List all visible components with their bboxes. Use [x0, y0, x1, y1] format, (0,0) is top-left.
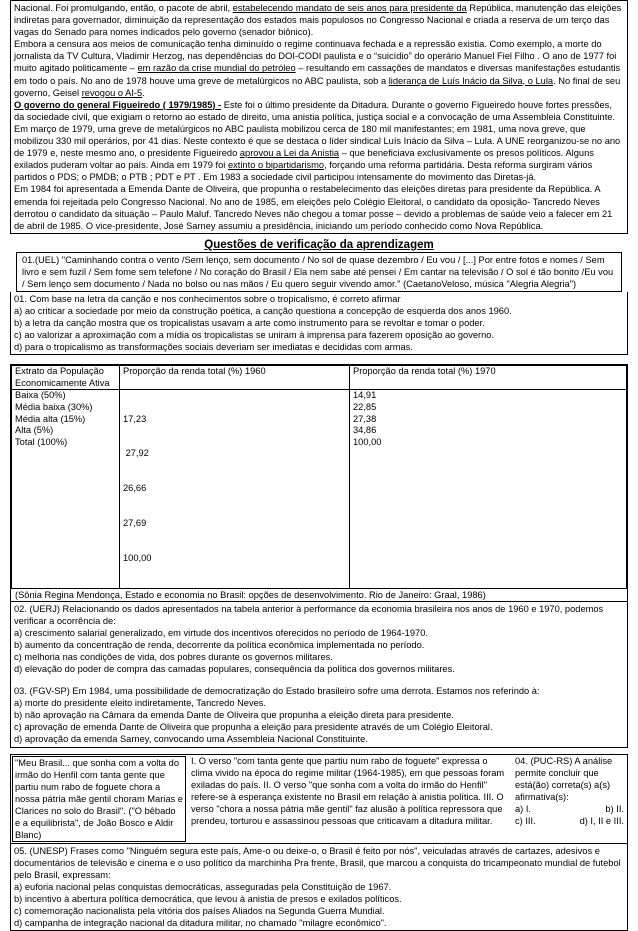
intro-paragraph-4: Em 1984 foi apresentada a Emenda Dante de Oliveira, que propunha o restabelecimento das eleições diretas para presidente da República. A emenda foi rejeitada pelo Congresso Nacional. No ano de 1985, em eleições pelo Colégio Eleitoral, o candidato da oposição- Tancredo Neves derrotou o candidato da situação – Paulo Maluf. Tancredo Neves não chegou a tomar posse – devido a problemas de saúde veio a falecer em 21 de abril de 1985. O vice-presidente, José Sarney assumiu a presidência, iniciando um período conhecido como Nova República. [14, 184, 613, 231]
table-cell-text: 27,69 [123, 517, 147, 528]
text-run: Nacional. Foi promulgando, então, o pacote de abril, [14, 3, 233, 13]
question-4 [10, 754, 628, 844]
question-3-option-c[interactable]: c) aprovação de emenda Dante de Oliveira que propunha a eleição para presidente através de um Colégio Eleitoral. [14, 722, 493, 733]
intro-paragraph-2 [14, 38, 624, 98]
intro-paragraph-3 [14, 99, 624, 184]
underlined-text: aprovou a Lei da Anistia [239, 148, 340, 159]
table-cell-text: 34,86 [353, 425, 377, 436]
table-header-row [12, 366, 627, 390]
question-4-option-b[interactable]: b) II. [605, 803, 624, 814]
spacer [14, 675, 624, 685]
table-cell-text: 14,91 [353, 390, 377, 401]
question-3-stem: 03. (FGV-SP) Em 1984, uma possibilidade de democratização do Estado brasileiro sofre uma derrota. Estamos nos referindo à: [14, 686, 540, 697]
underlined-text: revogou o AI-5 [81, 87, 143, 98]
table-cell-text: Alta (5%) [15, 425, 54, 436]
question-5 [10, 844, 628, 931]
section-title: O governo do general Figueiredo ( 1979/1985) - [14, 99, 222, 110]
question-4-option-d[interactable]: d) I, II e III. [579, 815, 624, 826]
question-5-option-c[interactable]: c) comemoração nacionalista pela vitória dos países Aliados na Segunda Guerra Mundial. [14, 906, 385, 917]
text-run: , forçando uma reforma partidária. Desta reforma surgiram vários partidos o PDS; o PMDB; o PTB ; PDT e PT . Em 1983 a sociedade civil participou intensamente do movimento das Diretas-já. [14, 160, 593, 183]
question-1 [10, 292, 628, 355]
table-header-cell: Proporção da renda total (%) 1970 [350, 366, 627, 390]
question-1-option-d[interactable]: d) para o tropicalismo as transformações sociais deveriam ser imediatas e decididas com armas. [14, 342, 413, 353]
question-3-option-b[interactable]: b) não aprovação na Câmara da emenda Dante de Oliveira que propunha a eleição direta para presidente. [14, 710, 454, 721]
table-source: (Sônia Regina Mendonça, Estado e economia no Brasil: opções de desenvolvimento. Rio de Janeiro: Graal, 1986) [11, 588, 627, 601]
table-cell-text: 22,85 [353, 402, 377, 413]
table-cell-text: Média alta (15%) [15, 413, 86, 424]
question-2 [10, 602, 628, 748]
question-2-option-a[interactable]: a) crescimento salarial generalizado, em virtude dos incentivos oferecidos no período de 1964-1970. [14, 627, 428, 638]
table-cell-text: Média baixa (30%) [15, 402, 93, 413]
table-cell-text: 27,38 [353, 413, 377, 424]
table-cell-text: 27,92 [123, 448, 149, 459]
table-cell-text: Baixa (50%) [15, 390, 66, 401]
question-5-option-b[interactable]: b) incentivo à abertura política democrática, que levou à anistia de presos e exilados políticos. [14, 893, 402, 904]
question-5-stem: 05. (UNESP) Frases como "Ninguém segura este país, Ame-o ou deixe-o, o Brasil é feito por nós", veiculadas através de cartazes, adesivos e documentários de televisão e cinema e o uso político da marchinha Pra frente, Brasil, que marcou a conquista do tricampeonato mundial de futebol pelo Brasil, expressam: [14, 845, 621, 880]
question-4-option-c[interactable]: c) III. [515, 815, 536, 826]
underlined-text: em razão da crise mundial do petróleo [137, 63, 296, 74]
table-cell [12, 390, 120, 588]
question-2-option-d[interactable]: d) elevação do poder de compra das camadas populares, consequência da política dos governos militares. [14, 664, 455, 674]
table-row [12, 390, 627, 588]
question-5-option-a[interactable]: a) euforia nacional pelas conquistas democráticas, asseguradas pela Constituição de 1967. [14, 881, 392, 892]
text-run: Este foi o último presidente da Ditadura. Durante o governo Figueiredo houve fortes pressões, da sociedade civil, que exigiam o retorno ao estado de direito, uma anistia política, justiça social e a convocação de uma Assembleia Constituinte. Em março de 1979, uma greve de metalúrgicos no ABC paulista mobilizou cerca de 180 mil manifestantes; em 1981, uma nova greve, que mobilizou 330 mil operários, por 41 dias. Neste contexto é que se destaca o líder sindical Luís Inácio da Silva – Lula. A UNE reorganizou-se no ano de 1979 e, neste mesmo ano, o presidente Figueiredo [14, 99, 621, 159]
options-row [515, 815, 624, 827]
question-4-stem: 04. (PUC-RS) A análise permite concluir que está(ão) correta(s) a(s) afirmativa(s): [515, 755, 613, 802]
intro-paragraph-1 [14, 2, 624, 38]
text-run: Embora a censura aos meios de comunicação tenha diminuído o regime continuava fechada e a repressão existia. Como exemplo, a morte do jornalista da TV Cultura, Vladimir Herzog, nas dependências do DOI-CODI paulista e o “suicídio” do operário Manuel Fiel Filho . O ano de 1977 foi muito agitado politicamente – [14, 39, 617, 74]
income-table [11, 365, 627, 587]
question-2-option-b[interactable]: b) aumento da concentração de renda, decorrente da política econômica implementada no período. [14, 639, 425, 650]
table-cell [350, 390, 627, 588]
text-run: – que beneficiava exclusivamente os presos políticos. Alguns exilados puderam voltar ao país. Ainda em 1979 foi [14, 148, 594, 171]
underlined-text: estabelecendo mandato de seis anos para presidente da [232, 3, 467, 13]
table-cell-text: 26,66 [123, 483, 147, 494]
text-run: República, manutenção das eleições indiretas para governador, diminuição da representação dos estados mais populosos no Congresso Nacional e criada a reserva de um terço das vagas do Senado para nomes indicados pelo governo (senador biônico). [14, 3, 622, 38]
question-4-stem-column [512, 755, 627, 843]
table-header-cell: Proporção da renda total (%) 1960 [120, 366, 350, 390]
song-quote-box: 01.(UEL) "Caminhando contra o vento /Sem lenço, sem documento / No sol de quase dezembro / Eu vou / [...] Por entre fotos e nomes / Sem livro e sem fuzil / Sem fome sem telefone / No coração do Brasil / Ela nem sabe até pensei / Em cantar na televisão / O sol é tão bonito /Eu vou / Sem lenço sem documento / Nada no bolso ou nas mãos / Eu quero seguir vivendo amor." (CaetanoVeloso, música "Alegria Alegria") [16, 252, 622, 292]
text-run: . [142, 87, 145, 98]
question-2-stem: 02. (UERJ) Relacionando os dados apresentados na tabela anterior à performance da economia brasileira nos anos de 1960 e 1970, podemos verificar a ocorrência de: [14, 603, 604, 626]
questions-heading: Questões de verificação da aprendizagem [204, 238, 434, 251]
question-4-option-a[interactable]: a) I. [515, 803, 532, 814]
table-cell-text: 17,23 [123, 413, 147, 424]
question-3-option-a[interactable]: a) morte do presidente eleito indiretamente, Tancredo Neves. [14, 698, 267, 709]
table-header-cell: Extrato da População Economicamente Ativa [12, 366, 120, 390]
underlined-text: extinto o bipartidarismo [227, 160, 325, 171]
question-5-option-d[interactable]: d) campanha de integração nacional da ditadura militar, no chamado "milagre econômico". [14, 918, 387, 929]
question-3-option-d[interactable]: d) aprovação da emenda Sarney, convocando uma Assembleia Nacional Constituinte. [14, 734, 368, 745]
question-1-stem: 01. Com base na letra da canção e nos conhecimentos sobre o tropicalismo, é correto afirmar [14, 293, 401, 304]
table-cell [120, 390, 350, 588]
text-run: . No final de seu governo, Geisel [14, 75, 621, 98]
question-1-option-c[interactable]: c) ao valorizar a aproximação com a mídia os tropicalistas se uniram à imprensa para fazerem oposição ao governo. [14, 330, 495, 341]
question-1-option-b[interactable]: b) a letra da canção mostra que os tropicalistas usavam a arte como instrumento para se revoltar e tomar o poder. [14, 317, 485, 328]
options-row [515, 803, 624, 815]
intro-text [10, 0, 628, 234]
table-cell-text: Total (100%) [15, 436, 68, 447]
table-cell-text: 100,00 [123, 552, 152, 563]
statements-column: I. O verso "com tanta gente que partiu num rabo de foguete" expressa o clima vivido na época do regime militar (1964-1985), em que pessoas foram exiladas do país. II. O verso "que sonha com a volta do irmão do Henfil" refere-se à esperança existente no Brasil em relação à anistia política. III. O verso "chora a nossa pátria mãe gentil" faz alusão à política repressora que prendeu, torturou e assassinou pessoas que criticavam a ditadura militar. [191, 755, 505, 826]
text-run: – resultando em cassações de mandatos e diversas manifestações estudantis em todo o país. No ano de 1978 houve uma greve de metalúrgicos no ABC paulista, sob a [14, 63, 621, 86]
question-1-option-a[interactable]: a) ao criticar a sociedade por meio da construção poética, a canção questiona a concepção de esquerda dos anos 1960. [14, 305, 512, 316]
lyric-box: "Meu Brasil... que sonha com a volta do irmão do Henfil com tanta gente que partiu num rabo de foguete chora a nossa pátria mãe gentil choram Marias e Clarices no solo do Brasil". ("O bêbado e a equilibrista", de João Bosco e Aldir Blanc) [12, 756, 186, 842]
question-2-option-c[interactable]: c) melhoria nas condições de vida, dos pobres durante os governos militares. [14, 651, 333, 662]
income-table-wrapper [10, 364, 628, 601]
table-cell-text: 100,00 [353, 436, 382, 447]
underlined-text: liderança de Luís Inácio da Silva, o Lula [388, 75, 554, 86]
document-page [10, 0, 628, 931]
